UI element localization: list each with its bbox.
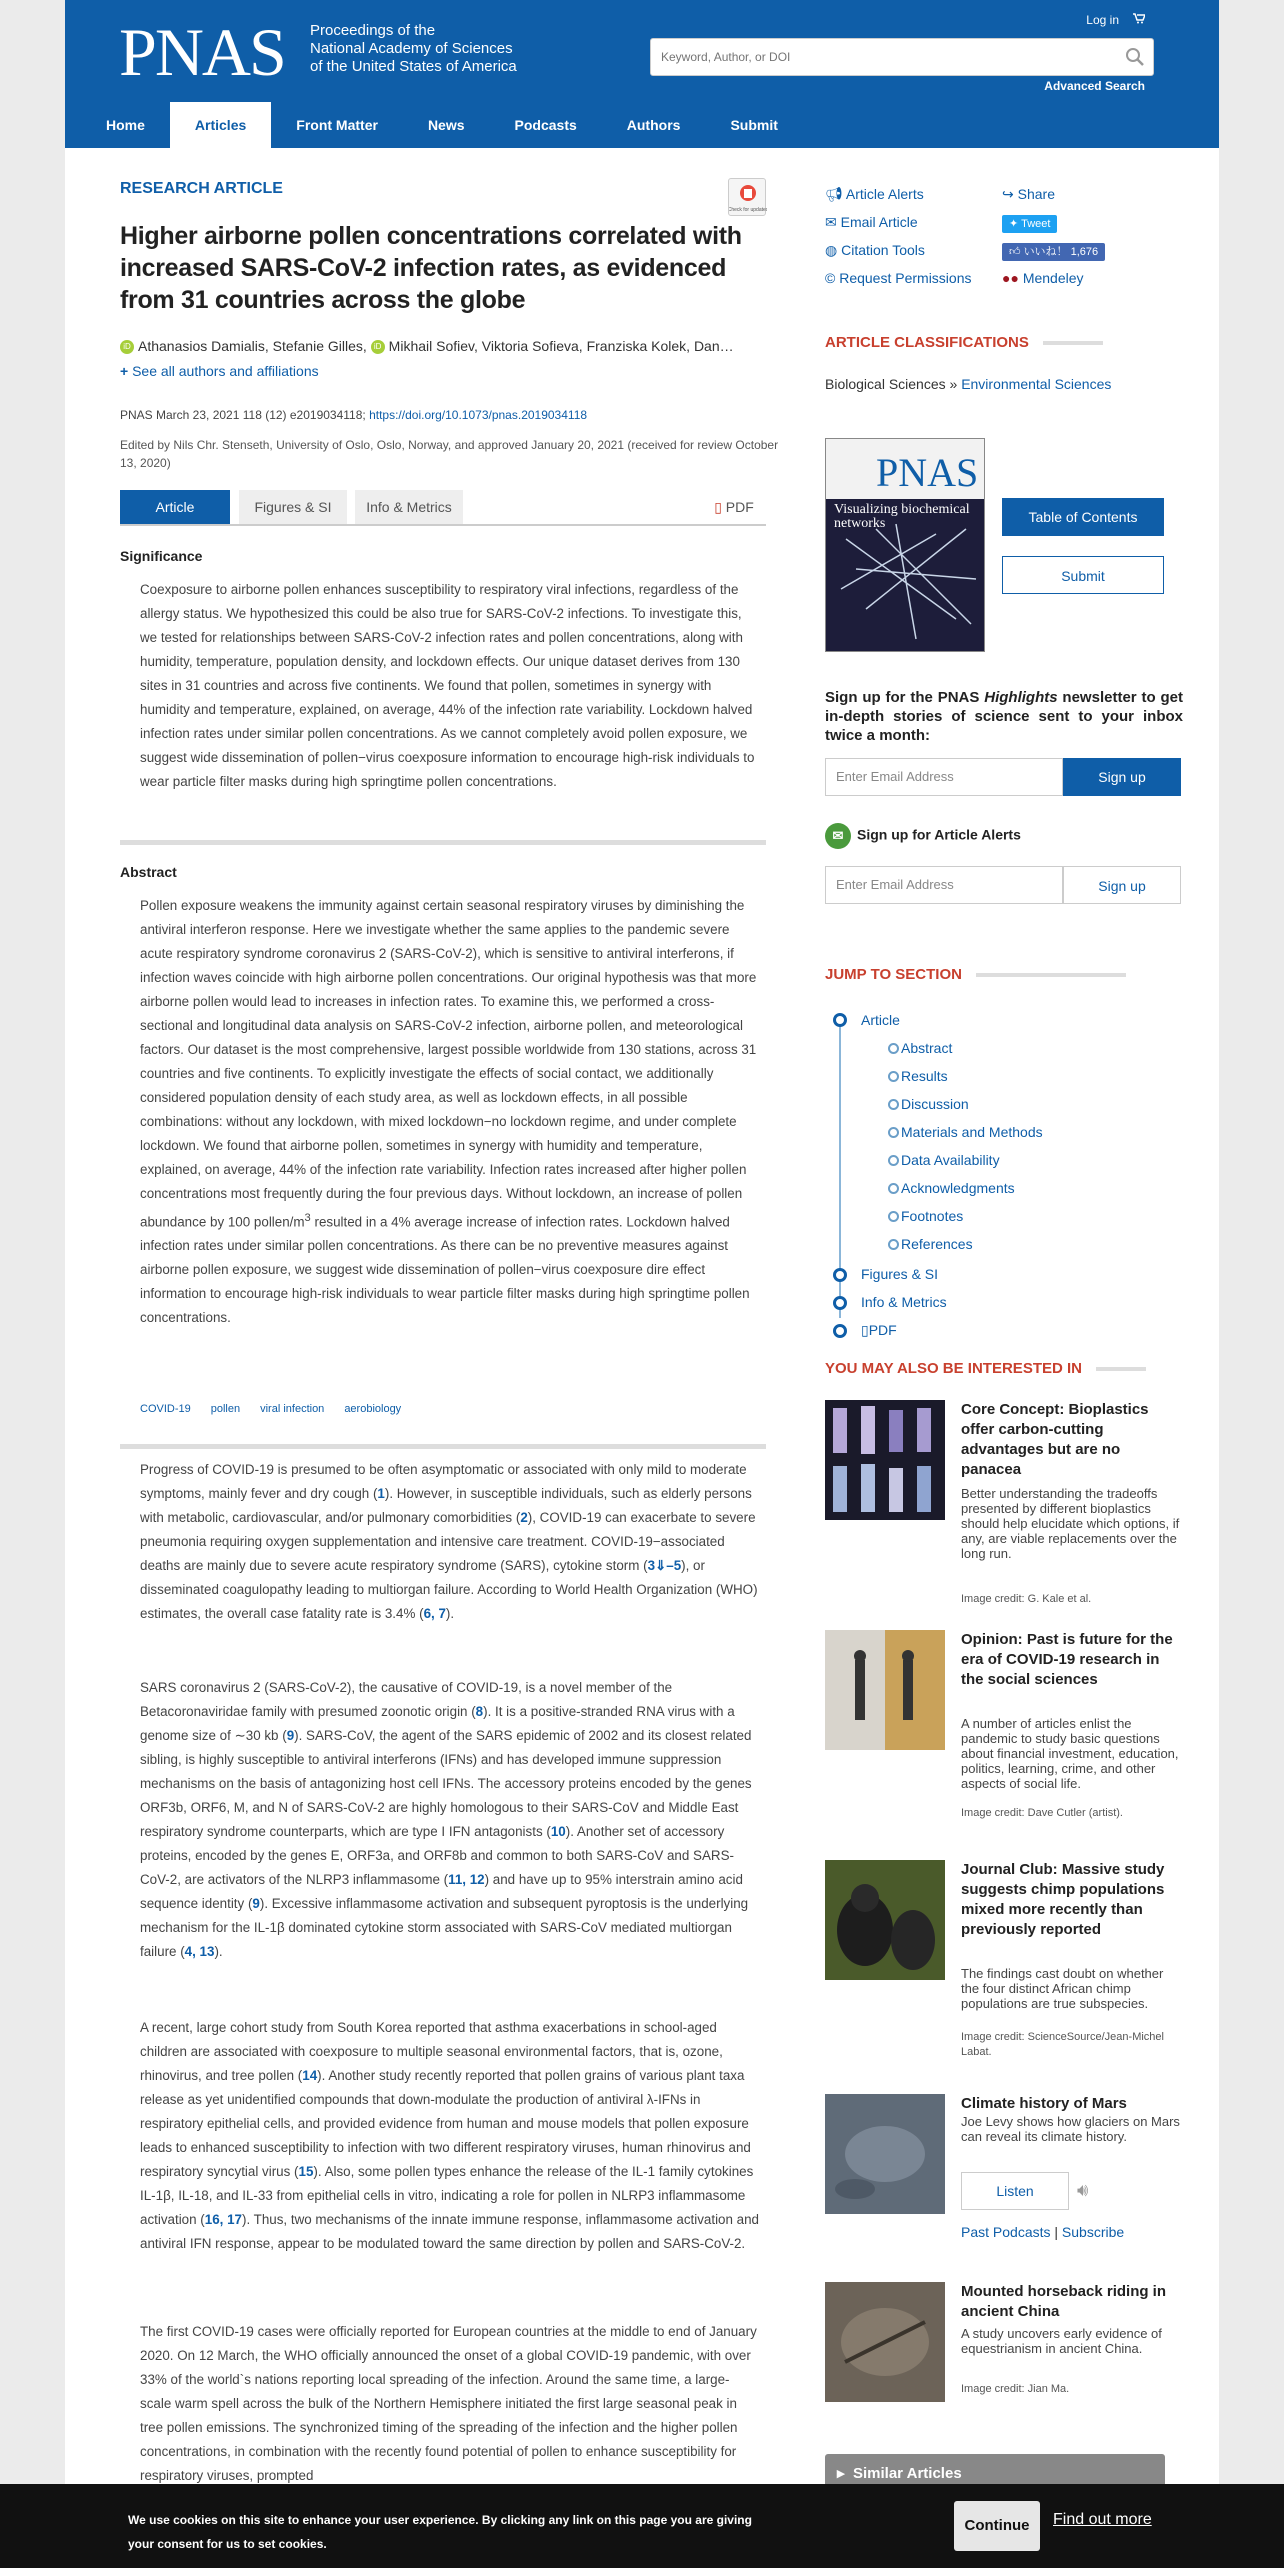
- tweet-button[interactable]: ✦ Tweet: [1002, 215, 1057, 233]
- site-header: [65, 0, 1219, 148]
- jump-references[interactable]: References: [901, 1236, 973, 1252]
- classifications-heading: ARTICLE CLASSIFICATIONS: [825, 334, 1103, 351]
- tab-figures[interactable]: Figures & SI: [239, 490, 347, 524]
- pnas-logo[interactable]: PNAS: [119, 14, 285, 90]
- citation-line: PNAS March 23, 2021 118 (12) e2019034118; https://doi.org/10.1073/pnas.2019034118: [120, 408, 588, 422]
- newsletter-email-input[interactable]: Enter Email Address: [825, 758, 1063, 796]
- cover-logo: PNAS: [876, 450, 979, 495]
- jump-pdf[interactable]: ▯PDF: [861, 1322, 897, 1338]
- alerts-signup-button[interactable]: Sign up: [1063, 866, 1181, 904]
- podcast-links: Past Podcasts | Subscribe: [961, 2224, 1125, 2240]
- request-permissions-link[interactable]: © Request Permissions: [825, 270, 972, 286]
- body-paragraph: SARS coronavirus 2 (SARS-CoV-2), the causative of COVID-19, is a novel member of the Betacoronaviridae family with presumed zoonotic origin (8). It is a positive-stranded RNA virus with a genome size of ∼30 kb (9). SARS-CoV, the agent of the SARS epidemic of 2002 and its closest related sibling, is highly susceptible to antiviral interferons (IFNs) and has developed immune suppression mechanisms on the basis of antagonizing host cell IFNs. The accessory proteins encoded by the genes ORF3b, ORF6, M, and N of SARS-CoV-2 are highly homologous to their SARS-CoV and Middle East respiratory syndrome counterparts, which are type I IFN antagonists (10). Another set of accessory proteins, encoded by the genes E, ORF3a, and ORF8b and common to both SARS-CoV and SARS-CoV-2, are activators of the NLRP3 inflammasome (11, 12) and have up to 95% interstrain amino acid sequence identity (9). Excessive inflammasome activation and subsequent pyroptosis is the underlying mechanism for the IL-1β dominated cytokine storm associated with SARS-CoV mediated multiorgan failure (4, 13).: [140, 1680, 752, 1959]
- page: [65, 0, 1219, 2568]
- ref-link[interactable]: 16, 17: [204, 2212, 242, 2227]
- abstract-heading: Abstract: [120, 864, 177, 880]
- opinion-image[interactable]: [825, 1630, 945, 1750]
- related-card-title[interactable]: Opinion: Past is future for the era of COVID-19 research in the social sciences: [961, 1631, 1173, 1688]
- ref-link[interactable]: 9: [286, 1728, 295, 1743]
- bioplastics-image[interactable]: [825, 1400, 945, 1520]
- journal-cover[interactable]: [825, 438, 985, 652]
- article-tabs: [120, 490, 766, 526]
- divider: [120, 840, 766, 845]
- table-of-contents-button[interactable]: Table of Contents: [1002, 498, 1164, 536]
- cookie-text: We use cookies on this site to enhance your user experience. By clicking any link on this page you are giving your consent for us to set cookies.: [128, 2513, 752, 2551]
- significance-heading: Significance: [120, 548, 203, 564]
- related-card-desc: Joe Levy shows how glaciers on Mars can reveal its climate history.: [961, 2114, 1180, 2144]
- jump-discussion[interactable]: Discussion: [901, 1096, 969, 1112]
- see-all-authors-link[interactable]: + See all authors and affiliations: [120, 363, 319, 379]
- keywords: [140, 1403, 401, 1415]
- jump-footnotes[interactable]: Footnotes: [901, 1208, 964, 1224]
- image-credit: Image credit: Dave Cutler (artist).: [961, 1807, 1123, 1819]
- nav-front-matter[interactable]: Front Matter: [296, 117, 378, 133]
- megaphone-icon: 📢︎: [825, 186, 843, 202]
- abstract-text: Pollen exposure weakens the immunity against certain seasonal respiratory viruses by diminishing the antiviral interferon response. Here we investigate whether the same applies to the pandemic severe acute respiratory syndrome coronavirus 2 (SARS-CoV-2), which is sensitive to antiviral interferons, if infection waves coincide with high airborne pollen concentrations. Our original hypothesis was that more airborne pollen would lead to increases in infection rates. To examine this, we performed a cross-sectional and longitudinal data analysis on SARS-CoV-2 infection, airborne pollen, and meteorological factors. Our dataset is the most comprehensive, largest possible worldwide from 130 stations, across 31 countries and five continents. To explicitly investigate the effects of social contact, we additionally considered population density of each study area, as well as lockdown effects, in all possible combinations: without any lockdown, with mixed lockdown−no lockdown regime, and under complete lockdown. We found that airborne pollen, sometimes in synergy with humidity and temperature, explained, on average, 44% of the infection rate variability. Infection rates increased after higher pollen concentrations most frequently during the four previous days. Without lockdown, an increase of pollen abundance by 100 pollen/$m^3$ resulted in a 4% average increase of infection rates. Lockdown halved infection rates under similar pollen concentrations. As there can be no preventive measures against airborne pollen exposure, we suggest wide dissemination of pollen−virus coexposure dire effect information to encourage high-risk individuals to wear particle filter masks during high springtime pollen concentrations.: [140, 898, 757, 1326]
- image-credit: Image credit: G. Kale et al.: [961, 1593, 1092, 1605]
- related-card-title[interactable]: Core Concept: Bioplastics offer carbon-cutting advantages but are no panacea: [961, 1401, 1149, 1478]
- newsletter-signup-button[interactable]: Sign up: [1063, 758, 1181, 796]
- ref-link[interactable]: 1: [377, 1486, 385, 1501]
- tab-info-metrics[interactable]: Info & Metrics: [355, 490, 463, 524]
- caret-right-icon: ▸: [837, 2465, 845, 2482]
- ref-link[interactable]: 10: [550, 1824, 566, 1839]
- globe-icon: ◍: [825, 242, 838, 258]
- body-paragraph: The first COVID-19 cases were officially reported for European countries at the middle to end of January 2020. On 12 March, the WHO officially announced the onset of a global COVID-19 pandemic, with over 33% of the world`s nations reporting local spreading of the infection. Around the same time, a large-scale warm spell across the bulk of the Northern Hemisphere initiated the first large seasonal peak in tree pollen emissions. The synchronized timing of the spreading of the infection and the higher pollen concentrations, in combination with the recently found potential of pollen to enhance susceptibility for respiratory viruses, prompted: [140, 2324, 757, 2483]
- alerts-email-input[interactable]: Enter Email Address: [825, 866, 1063, 904]
- nav-articles[interactable]: Articles: [170, 102, 271, 148]
- chimp-image[interactable]: [825, 1860, 945, 1980]
- nav-podcasts[interactable]: Podcasts: [514, 117, 577, 133]
- thumbs-up-icon: 👍︎: [1009, 246, 1021, 258]
- keyword-link[interactable]: COVID-19: [140, 1403, 191, 1415]
- nav-authors[interactable]: Authors: [626, 117, 681, 133]
- nav-home[interactable]: Home: [106, 117, 145, 133]
- jump-figures[interactable]: Figures & SI: [861, 1266, 939, 1282]
- orcid-icon[interactable]: iD: [120, 340, 134, 354]
- login-link[interactable]: Log in: [1086, 13, 1119, 27]
- ref-link[interactable]: 14: [302, 2068, 318, 2083]
- mendeley-link[interactable]: ●● Mendeley: [1002, 270, 1084, 286]
- body-paragraph: Progress of COVID-19 is presumed to be often asymptomatic or associated with only mild to moderate symptoms, mainly fever and dry cough (1). However, in susceptible individuals, such as elderly persons with metabolic, cardiovascular, and/or pulmonary comorbidities (2), COVID-19 can exacerbate to severe pneumonia requiring oxygen supplementation and intensive care treatment. COVID-19−associated deaths are mainly due to severe acute respiratory syndrome (SARS), cytokine storm (3⇓–5), or disseminated coagulopathy leading to multiorgan failure. According to World Health Organization (WHO) estimates, the overall case fatality rate is 3.4% (6, 7).: [140, 1462, 758, 1621]
- nav-news[interactable]: News: [427, 117, 465, 133]
- classification-link[interactable]: Environmental Sciences: [961, 376, 1112, 392]
- pdf-icon: ▯: [861, 1322, 869, 1338]
- search-icon[interactable]: [1125, 47, 1145, 67]
- significance-text: Coexposure to airborne pollen enhances susceptibility to respiratory viral infections, regardless of the allergy status. We hypothesized this could be also true for SARS-CoV-2 infections. To investigate this, we tested for relationships between SARS-CoV-2 infection rates and pollen concentrations, along with humidity, temperature, population density, and lockdown effects. Our unique dataset derives from 130 sites in 31 countries and across five continents. We found that pollen, sometimes in synergy with humidity and temperature, explained, on average, 44% of the infection rate variability. Lockdown halved infection rates under similar pollen concentrations. As we cannot completely avoid pollen exposure, we suggest wide dissemination of pollen−virus coexposure information to encourage high-risk individuals to wear particle filter masks during high springtime pollen concentrations.: [140, 582, 755, 789]
- related-card-desc: Better understanding the tradeoffs presented by different bioplastics should help elucidate which options, if any, are viable replacements over the long run.: [961, 1486, 1180, 1561]
- ref-link[interactable]: 8: [475, 1704, 484, 1719]
- ref-link[interactable]: 6, 7: [423, 1606, 446, 1621]
- continue-button[interactable]: Continue: [954, 2501, 1040, 2551]
- image-credit: Image credit: ScienceSource/Jean-Michel Labat.: [961, 2031, 1164, 2058]
- envelope-icon: ✉︎: [825, 214, 837, 230]
- jump-article[interactable]: Article: [861, 1012, 900, 1028]
- author-list: iD Athanasios Damialis, Stefanie Gilles, iD Mikhail Sofiev, Viktoria Sofieva, Franziska Kolek, Dan…: [120, 338, 780, 354]
- keyword-link[interactable]: pollen: [210, 1403, 241, 1415]
- edited-by: Edited by Nils Chr. Stenseth, University of Oslo, Oslo, Norway, and approved January 20, 2021 (received for review October 13, 2020): [120, 438, 779, 470]
- twitter-icon: ✦: [1009, 218, 1019, 230]
- submit-button[interactable]: Submit: [1002, 556, 1164, 594]
- search-input[interactable]: [651, 39, 1091, 75]
- jump-methods[interactable]: Materials and Methods: [901, 1124, 1043, 1140]
- logo-subtitle: Proceedings of the National Academy of Sciences of the United States of America: [310, 22, 517, 75]
- article-title: Higher airborne pollen concentrations correlated with increased SARS-CoV-2 infection rates, as evidenced from 31 countries across the globe: [120, 222, 742, 314]
- search-box: [650, 38, 1154, 76]
- body-paragraph: A recent, large cohort study from South Korea reported that asthma exacerbations in school-aged children are associated with coexposure to multiple seasonal environmental factors, that is, ozone, rhinovirus, and tree pollen (14). Another study recently reported that pollen grains of various plant taxa release as yet unidentified compounds that down-modulate the production of antiviral λ-IFNs in respiratory epithelial cells, and provided evidence from human and mouse models that pollen exposure leads to enhanced susceptibility to infection with two different respiratory viruses, human rhinovirus and respiratory syncytial virus (15). Also, some pollen types enhance the release of the IL-1 family cytokines IL-1β, IL-18, and IL-33 from epithelial cells in vitro, indicating a role for pollen in NLRP3 inflammasome activation (16, 17). Thus, two mechanisms of the innate immune response, inflammasome activation and antiviral IFN response, appear to be modulated toward the same direction by pollen and SARS-CoV-2.: [140, 2020, 760, 2251]
- like-button[interactable]: 👍︎ いいね！ 1,676: [1002, 243, 1105, 261]
- jump-data-availability[interactable]: Data Availability: [901, 1152, 1000, 1168]
- doi-link[interactable]: https://doi.org/10.1073/pnas.2019034118: [369, 408, 588, 422]
- jump-info-metrics[interactable]: Info & Metrics: [861, 1294, 947, 1310]
- share-link[interactable]: ↪ Share: [1002, 186, 1055, 202]
- pdf-icon: ▯: [714, 499, 722, 515]
- advanced-search-link[interactable]: Advanced Search: [1044, 79, 1145, 93]
- related-card-title[interactable]: Journal Club: Massive study suggests chimp populations mixed more recently than previously reported: [961, 1861, 1165, 1938]
- article-alerts-link[interactable]: 📢︎ Article Alerts: [825, 186, 924, 202]
- email-article-link[interactable]: ✉︎ Email Article: [825, 214, 918, 230]
- top-links: [1086, 13, 1145, 27]
- image-credit: Image credit: Jian Ma.: [961, 2383, 1070, 2395]
- article-tools: [825, 180, 971, 292]
- keyword-link[interactable]: viral infection: [260, 1403, 325, 1415]
- envelope-icon: ✉︎: [825, 823, 851, 849]
- article-type: RESEARCH ARTICLE: [120, 180, 283, 197]
- listen-button[interactable]: Listen: [961, 2172, 1069, 2210]
- jump-heading: JUMP TO SECTION: [825, 966, 1126, 983]
- ref-link[interactable]: 9: [252, 1896, 260, 1911]
- share-icon: ↪: [1002, 186, 1014, 202]
- related-card-title[interactable]: Climate history of Mars: [961, 2095, 1127, 2112]
- newsletter-text: Sign up for the PNAS Highlights newsletter to get in-depth stories of science sent to your inbox twice a month:: [825, 689, 1183, 744]
- keyword-link[interactable]: aerobiology: [344, 1403, 402, 1415]
- similar-articles[interactable]: ▸ Similar Articles: [825, 2454, 1165, 2494]
- divider: [120, 1444, 766, 1449]
- ref-link[interactable]: 2: [520, 1510, 528, 1525]
- horseback-image[interactable]: [825, 2282, 945, 2402]
- ref-link[interactable]: 15: [298, 2164, 314, 2179]
- cover-title: Visualizing biochemical networks: [834, 502, 970, 531]
- mendeley-icon: ●●: [1002, 270, 1019, 286]
- classification: Biological Sciences » Environmental Sciences: [825, 376, 1112, 392]
- find-out-more-link[interactable]: Find out more: [1053, 2511, 1152, 2528]
- nav-submit[interactable]: Submit: [730, 117, 778, 133]
- related-card-title[interactable]: Mounted horseback riding in ancient China: [961, 2283, 1167, 2320]
- ref-link[interactable]: 4, 13: [184, 1944, 215, 1959]
- ref-link[interactable]: 11, 12: [448, 1872, 485, 1887]
- main-nav: [65, 102, 803, 148]
- orcid-icon[interactable]: iD: [371, 340, 385, 354]
- svg-text:Check for updates: Check for updates: [729, 207, 767, 213]
- speaker-icon[interactable]: 🔊︎: [1077, 2180, 1089, 2200]
- article-alerts-heading: ✉︎ Sign up for Article Alerts: [825, 823, 1021, 849]
- interest-heading: YOU MAY ALSO BE INTERESTED IN: [825, 1360, 1146, 1377]
- tab-pdf[interactable]: ▯ PDF: [714, 499, 754, 515]
- share-tools: [1002, 180, 1105, 292]
- related-card-desc: A study uncovers early evidence of equestrianism in ancient China.: [961, 2326, 1162, 2356]
- jump-abstract[interactable]: Abstract: [901, 1040, 953, 1056]
- check-for-updates-icon[interactable]: [728, 178, 766, 216]
- mars-image[interactable]: [825, 2094, 945, 2214]
- cookie-banner: [0, 2484, 1284, 2568]
- ref-link[interactable]: 3⇓–5: [647, 1558, 682, 1573]
- related-card-desc: The findings cast doubt on whether the four distinct African chimp populations are true subspecies.: [961, 1966, 1164, 2011]
- jump-results[interactable]: Results: [901, 1068, 948, 1084]
- jump-acknowledgments[interactable]: Acknowledgments: [901, 1180, 1015, 1196]
- tab-article[interactable]: Article: [120, 490, 230, 524]
- citation-tools-link[interactable]: ◍ Citation Tools: [825, 242, 925, 258]
- cart-icon[interactable]: [1133, 13, 1145, 27]
- related-card-desc: A number of articles enlist the pandemic to study basic questions about financial investment, education, politics, learning, crime, and other aspects of social life.: [961, 1716, 1179, 1791]
